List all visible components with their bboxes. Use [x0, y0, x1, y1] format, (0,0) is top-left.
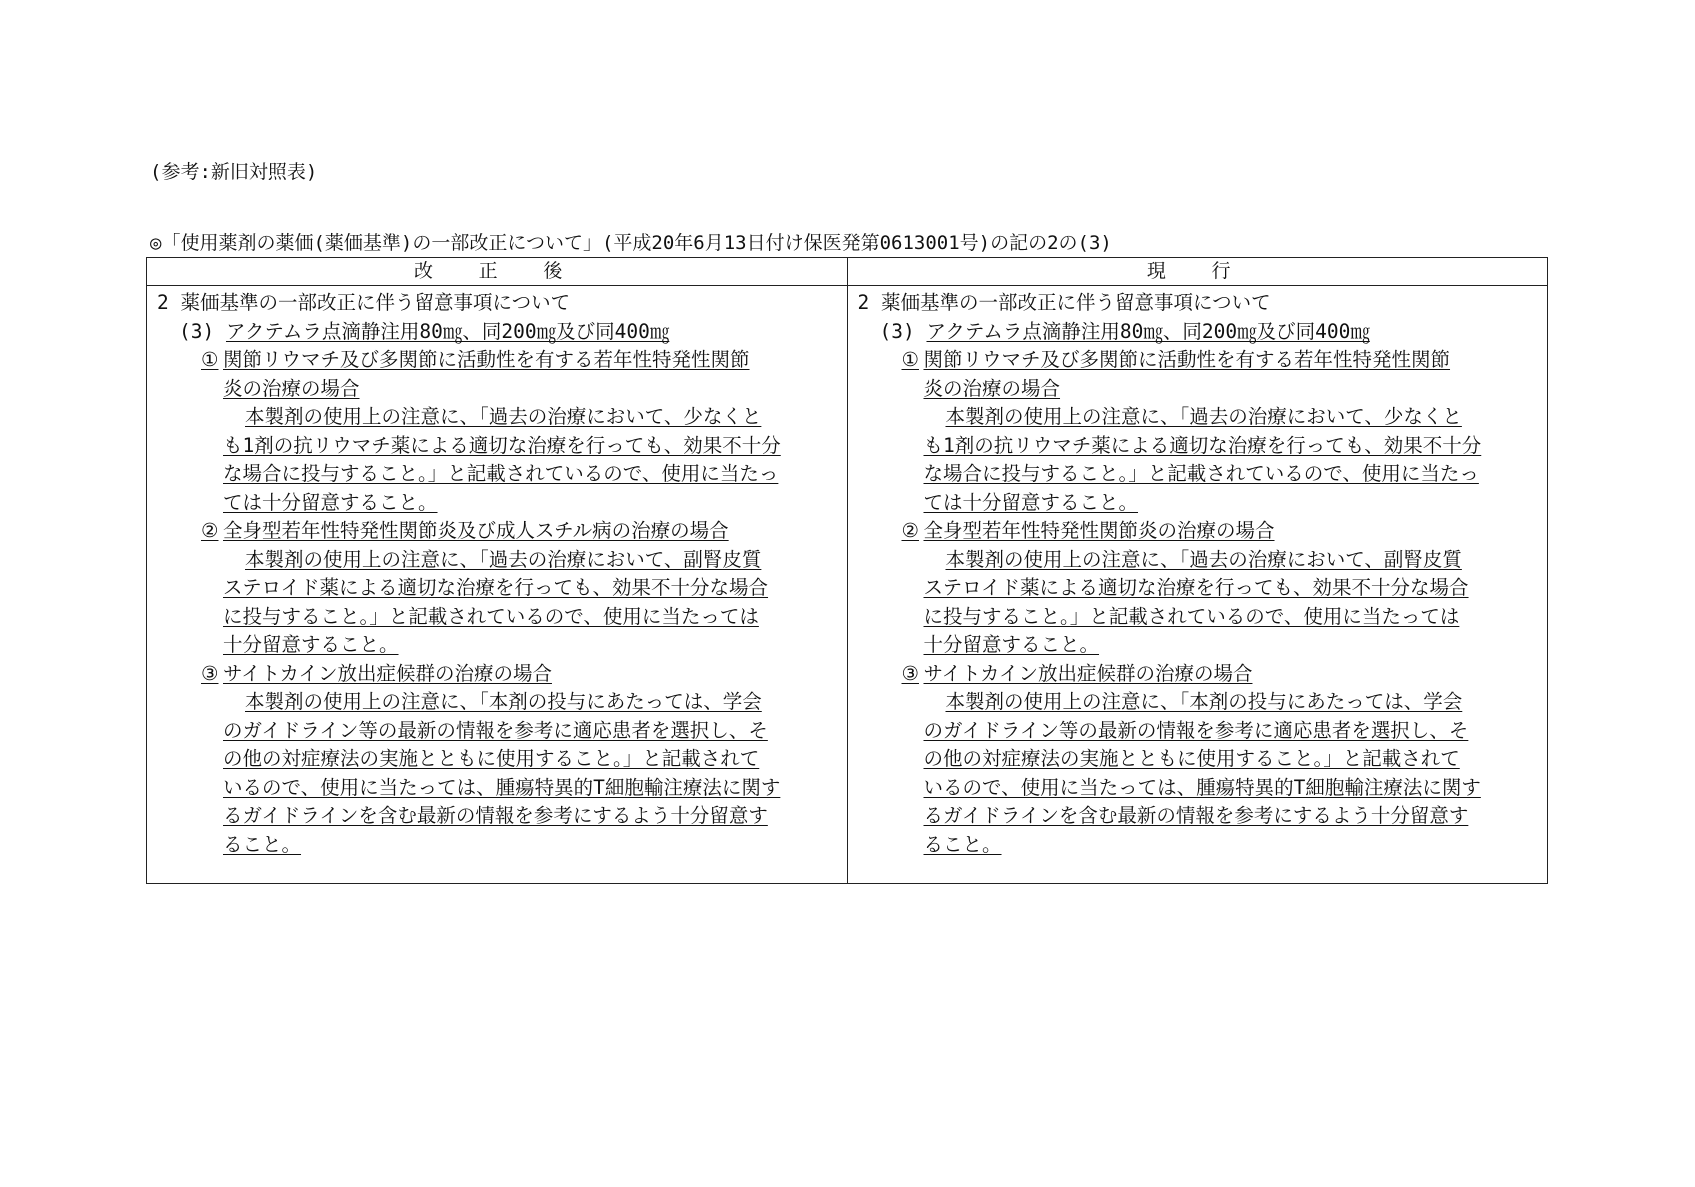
item-body-line: 本製剤の使用上の注意に、「過去の治療において、副腎皮質 [245, 547, 762, 571]
item-body-line: ステロイド薬による適切な治療を行っても、効果不十分な場合 [223, 576, 769, 599]
subsection-number: (3) [879, 319, 915, 343]
item-title: サイトカイン放出症候群の治療の場合 [923, 661, 1253, 685]
item-body-line: な場合に投与すること。」と記載されているので、使用に当たっ [223, 462, 779, 485]
item-body-line: ること。 [223, 832, 302, 856]
item-body-line: 本製剤の使用上の注意に、「過去の治療において、少なくと [945, 405, 1462, 428]
item-title: サイトカイン放出症候群の治療の場合 [223, 661, 552, 685]
item-number: ② [901, 519, 919, 542]
header-revised: 改 正 後 [147, 258, 848, 286]
item-title: 関節リウマチ及び多関節に活動性を有する若年性特発性関節 [923, 348, 1451, 371]
item-number: ① [201, 348, 219, 371]
item-body-line: 本製剤の使用上の注意に、「本剤の投与にあたっては、学会 [245, 690, 762, 713]
item-body-line: るガイドラインを含む最新の情報を参考にするよう十分留意す [923, 804, 1469, 827]
subsection-heading [157, 318, 837, 347]
item-heading [157, 346, 837, 375]
item-number: ② [201, 519, 219, 542]
item-title: 全身型若年性特発性関節炎の治療の場合 [923, 519, 1275, 542]
item-body-line: いるので、使用に当たっては、腫瘍特異的T細胞輸注療法に関す [223, 775, 781, 799]
header-current: 現 行 [847, 258, 1548, 286]
item-body-line: の他の対症療法の実施とともに使用すること。」と記載されて [223, 747, 760, 770]
item-body-line: も1剤の抗リウマチ薬による適切な治療を行っても、効果不十分 [923, 433, 1482, 457]
item-body-line: ては十分留意すること。 [923, 490, 1139, 514]
item-body-line: 十分留意すること。 [223, 633, 399, 656]
subsection-number: (3) [179, 319, 215, 343]
subsection-title: アクテムラ点滴静注用80㎎、同200㎎及び同400㎎ [225, 319, 670, 343]
item-number: ③ [901, 661, 919, 685]
item-body-line: ては十分留意すること。 [223, 490, 438, 514]
item-title: 全身型若年性特発性関節炎及び成人スチル病の治療の場合 [223, 519, 729, 542]
item-body-line: に投与すること。」と記載されているので、使用に当たっては [923, 604, 1460, 628]
item-body-line: な場合に投与すること。」と記載されているので、使用に当たっ [923, 462, 1479, 485]
item-heading [157, 517, 837, 546]
item-body-line: ること。 [923, 832, 1002, 856]
item-body-line: いるので、使用に当たっては、腫瘍特異的T細胞輸注療法に関す [923, 775, 1481, 799]
item-body-line: るガイドラインを含む最新の情報を参考にするよう十分留意す [223, 804, 768, 827]
document-title: ◎「使用薬剤の薬価(薬価基準)の一部改正について」(平成20年6月13日付け保医発第0613001号)の記の2の(3) [150, 232, 1112, 254]
section-heading: 2 薬価基準の一部改正に伴う留意事項について [857, 291, 1271, 314]
item-number: ① [901, 348, 919, 371]
item-title-continued: 炎の治療の場合 [223, 376, 360, 400]
subsection-heading [858, 318, 1538, 347]
revised-cell [147, 286, 848, 884]
item-body-line: 本製剤の使用上の注意に、「過去の治療において、少なくと [245, 405, 762, 428]
item-body-line: 本製剤の使用上の注意に、「本剤の投与にあたっては、学会 [945, 690, 1463, 713]
item-heading [858, 660, 1538, 689]
subsection-title: アクテムラ点滴静注用80㎎、同200㎎及び同400㎎ [926, 319, 1370, 343]
item-body-line: 十分留意すること。 [923, 633, 1100, 656]
item-body-line: の他の対症療法の実施とともに使用すること。」と記載されて [923, 747, 1460, 770]
item-body-line: のガイドライン等の最新の情報を参考に適応患者を選択し、そ [923, 718, 1469, 742]
item-title: 関節リウマチ及び多関節に活動性を有する若年性特発性関節 [223, 348, 750, 371]
item-body-line: ステロイド薬による適切な治療を行っても、効果不十分な場合 [923, 576, 1469, 599]
reference-label: (参考:新旧対照表) [150, 161, 318, 183]
item-body-line: に投与すること。」と記載されているので、使用に当たっては [223, 604, 759, 628]
current-cell [847, 286, 1548, 884]
item-body-line: 本製剤の使用上の注意に、「過去の治療において、副腎皮質 [945, 547, 1462, 571]
section-heading: 2 薬価基準の一部改正に伴う留意事項について [157, 291, 571, 314]
item-body-line: も1剤の抗リウマチ薬による適切な治療を行っても、効果不十分 [223, 433, 781, 457]
item-number: ③ [201, 661, 219, 685]
item-body-line: のガイドライン等の最新の情報を参考に適応患者を選択し、そ [223, 718, 768, 742]
item-heading [157, 660, 837, 689]
item-heading [858, 517, 1538, 546]
item-title-continued: 炎の治療の場合 [923, 376, 1061, 400]
comparison-table [146, 257, 1548, 884]
item-heading [858, 346, 1538, 375]
